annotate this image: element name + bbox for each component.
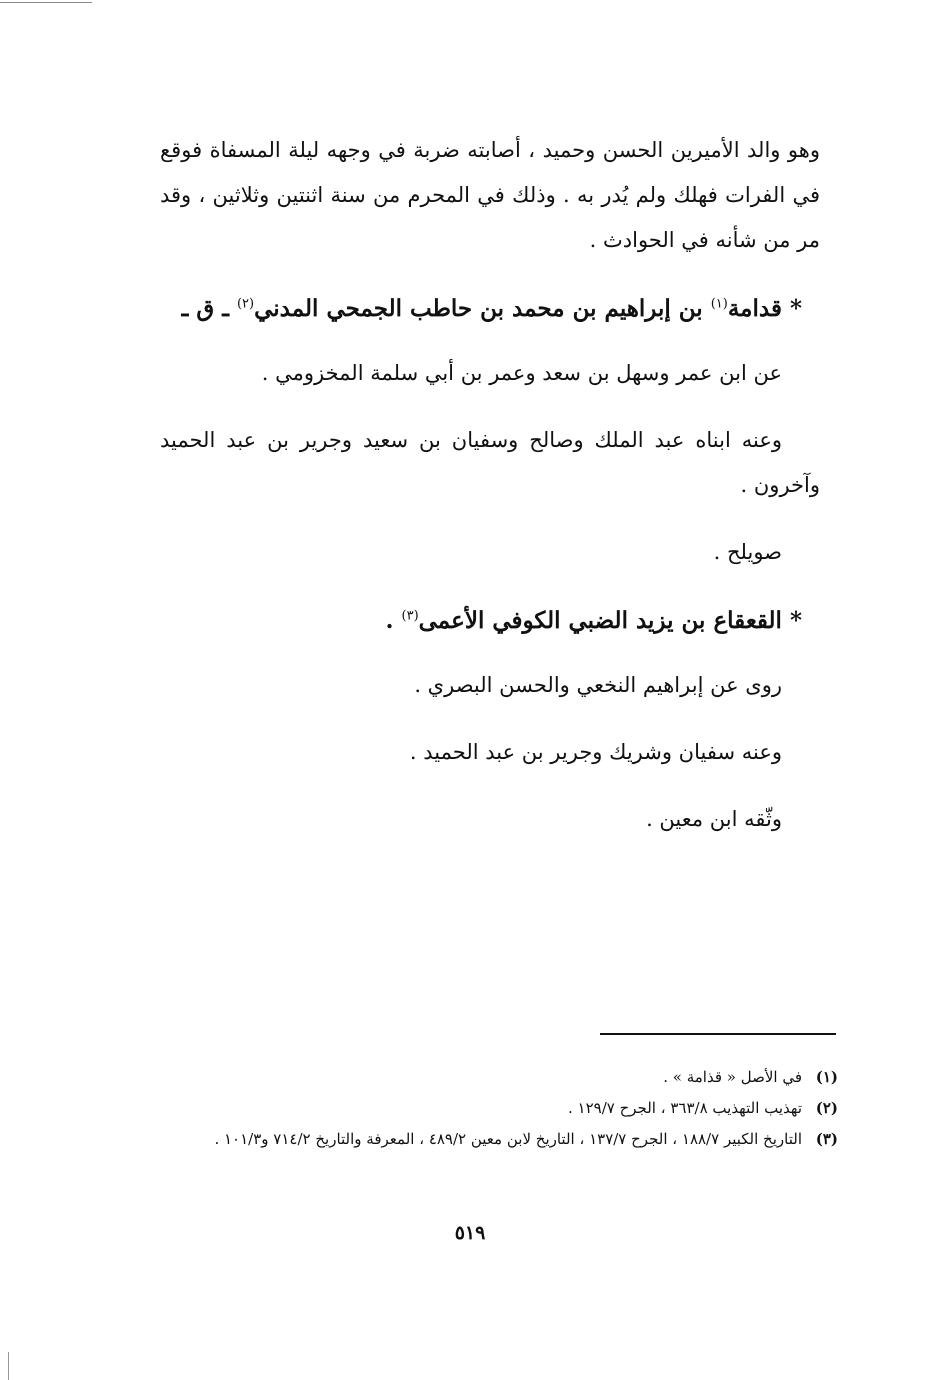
footnote-3 bbox=[170, 1124, 838, 1155]
entry-name-rest: بن إبراهيم بن محمد بن حاطب الجمحي المدني bbox=[254, 295, 703, 322]
footnote-1 bbox=[170, 1062, 838, 1093]
entry-heading-qaqaa bbox=[160, 597, 820, 645]
grade-qudama: صويلح . bbox=[713, 540, 782, 564]
footnote-text: في الأصل « قذامة » . bbox=[663, 1068, 802, 1086]
narrators-qudama: وعنه ابناه عبد الملك وصالح وسفيان بن سعيد وجرير بن عبد الحميد وآخرون . bbox=[160, 428, 820, 497]
scan-edge-left bbox=[8, 1352, 9, 1380]
narrated-from-qaqaa: روى عن إبراهيم النخعي والحسن البصري . bbox=[414, 673, 782, 697]
entry-suffix: ـ ق ـ bbox=[181, 295, 229, 322]
entry-end: . bbox=[385, 607, 394, 634]
entry-heading-qudama bbox=[160, 285, 820, 333]
footnote-text: التاريخ الكبير ١٨٨/٧ ، الجرح ١٣٧/٧ ، التاريخ لابن معين ٤٨٩/٢ ، المعرفة والتاريخ ٧١٤/٢ و١٠١/٣ . bbox=[214, 1130, 802, 1148]
footnote-2 bbox=[170, 1093, 838, 1124]
footnote-ref-2: (٢) bbox=[236, 296, 255, 312]
narrators-qaqaa: وعنه سفيان وشريك وجرير بن عبد الحميد . bbox=[409, 740, 782, 764]
entry-marker: * bbox=[789, 295, 802, 322]
narrated-from-qudama: عن ابن عمر وسهل بن سعد وعمر بن أبي سلمة المخزومي . bbox=[261, 361, 782, 385]
scan-edge-top bbox=[0, 2, 92, 3]
entry-marker: * bbox=[789, 607, 802, 634]
footnote-ref-1: (١) bbox=[710, 296, 728, 312]
footnote-number: (٢) bbox=[815, 1099, 838, 1117]
footnotes bbox=[170, 1062, 838, 1155]
footnote-text: تهذيب التهذيب ٣٦٣/٨ ، الجرح ١٢٩/٧ . bbox=[568, 1099, 802, 1117]
main-text bbox=[160, 128, 820, 864]
footnote-separator bbox=[600, 1033, 836, 1035]
grade-qaqaa: وثّقه ابن معين . bbox=[646, 807, 782, 831]
entry-name-start: قدامة bbox=[727, 295, 782, 322]
footnote-ref-3: (٣) bbox=[401, 608, 419, 624]
footnote-number: (١) bbox=[815, 1068, 838, 1086]
entry-name: القعقاع بن يزيد الضبي الكوفي الأعمى bbox=[418, 607, 782, 634]
intro-paragraph: وهو والد الأميرين الحسن وحميد ، أصابته ضربة في وجهه ليلة المسفاة فوقع في الفرات فهلك ولم يُدر به . وذلك في المحرم من سنة اثنتين وثلاثين ، وقد مر من شأنه في الحوادث . bbox=[160, 138, 820, 252]
page-number: ٥١٩ bbox=[454, 1222, 486, 1244]
footnote-number: (٣) bbox=[815, 1130, 838, 1148]
